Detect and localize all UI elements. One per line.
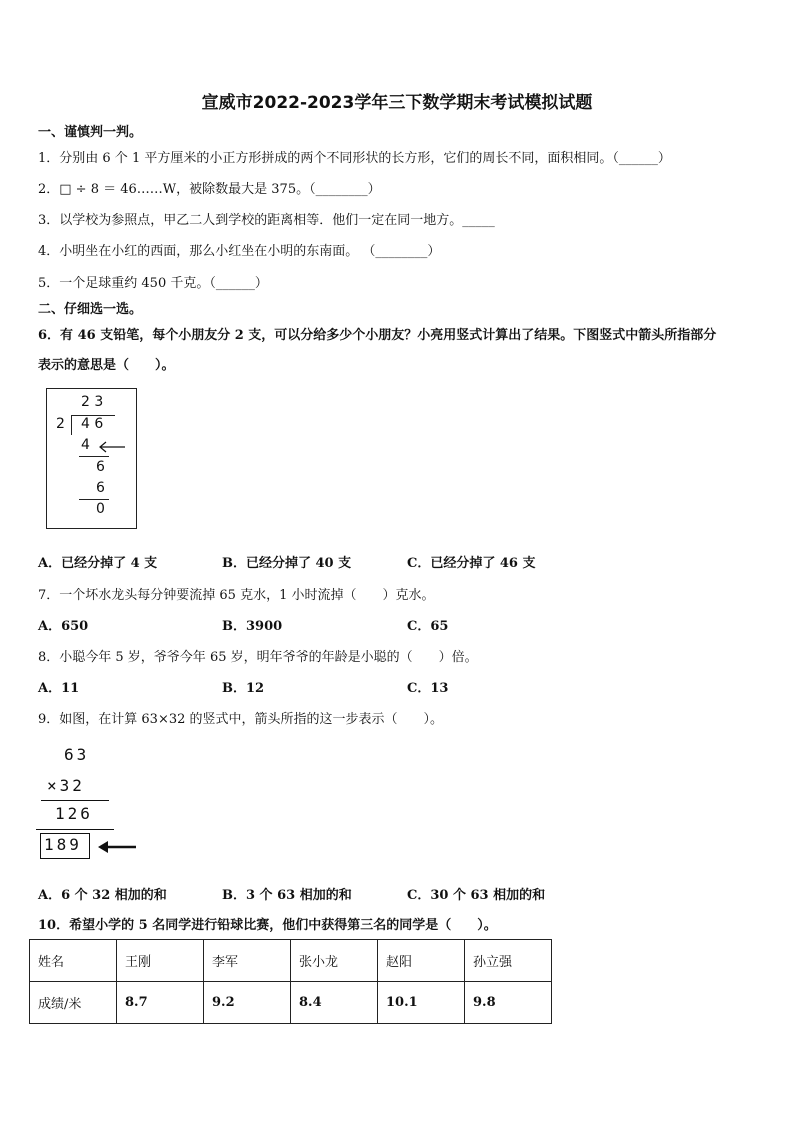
question-7: 7．一个坏水龙头每分钟要流掉 65 克水，1 小时流掉（ ）克水。	[38, 588, 435, 603]
section-heading-judge: 一、谨慎判一判。	[38, 125, 143, 140]
question-6-line2: 表示的意思是（ ）。	[38, 358, 175, 373]
question-1: 1．分别由 6 个 1 平方厘米的小正方形拼成的两个不同形状的长方形，它们的周长不同，面积相同。（______）	[38, 151, 671, 166]
division-final: 0	[96, 501, 105, 517]
mult-rule-1	[41, 800, 109, 801]
table-cell: 9.2	[204, 982, 291, 1024]
q6-option-a: A．已经分掉了 4 支	[38, 556, 158, 571]
division-dividend: 4 6	[81, 416, 104, 432]
question-3: 3．以学校为参照点，甲乙二人到学校的距离相等．他们一定在同一地方。_____	[38, 213, 495, 228]
question-10: 10．希望小学的 5 名同学进行铅球比赛，他们中获得第三名的同学是（ ）。	[38, 918, 497, 933]
q9-option-a: A．6 个 32 相加的和	[38, 888, 167, 903]
table-cell: 8.7	[117, 982, 204, 1024]
q7-option-b: B．3900	[222, 619, 283, 634]
question-4: 4．小明坐在小红的西面，那么小红坐在小明的东南面。 （________）	[38, 244, 441, 259]
table-row	[30, 982, 552, 1024]
mult-rule-2	[36, 829, 114, 830]
multiplication-figure	[34, 742, 154, 872]
table-cell: 王刚	[117, 940, 204, 982]
table-cell: 9.8	[465, 982, 552, 1024]
q8-option-a: A．11	[38, 681, 80, 696]
q8-option-b: B．12	[222, 681, 265, 696]
q7-option-c: C．65	[407, 619, 449, 634]
question-8: 8．小聪今年 5 岁，爷爷今年 65 岁，明年爷爷的年龄是小聪的（ ）倍。	[38, 650, 478, 665]
page-title: 宣威市2022-2023学年三下数学期末考试模拟试题	[201, 93, 593, 113]
arrow-left-icon	[98, 840, 138, 854]
long-division-figure	[46, 388, 137, 529]
q7-option-a: A．650	[38, 619, 89, 634]
division-bracket-side	[71, 415, 72, 435]
mult-partial1: 126	[55, 804, 93, 823]
table-cell: 孙立强	[465, 940, 552, 982]
table-cell: 成绩/米	[30, 982, 117, 1024]
q8-option-c: C．13	[407, 681, 449, 696]
table-cell: 张小龙	[291, 940, 378, 982]
table-cell: 李军	[204, 940, 291, 982]
table-cell: 赵阳	[378, 940, 465, 982]
division-rule-1	[79, 456, 109, 457]
division-step2: 6	[96, 480, 105, 496]
mult-top: 63	[64, 745, 90, 764]
division-rem1: 6	[96, 459, 105, 475]
arrow-left-icon	[97, 441, 127, 453]
q9-option-b: B．3 个 63 相加的和	[222, 888, 352, 903]
mult-second: ×32	[47, 776, 85, 795]
table-header-row	[30, 940, 552, 982]
q6-option-c: C．已经分掉了 46 支	[407, 556, 536, 571]
question-2: 2．□ ÷ 8 ＝ 46……W，被除数最大是 375。（________）	[38, 182, 381, 197]
section-heading-choose: 二、仔细选一选。	[38, 302, 143, 317]
division-divisor: 2	[56, 416, 65, 432]
mult-partial2: 189	[44, 835, 82, 854]
question-9: 9．如图，在计算 63×32 的竖式中，箭头所指的这一步表示（ ）。	[38, 712, 444, 727]
q6-option-b: B．已经分掉了 40 支	[222, 556, 352, 571]
division-step1: 4	[81, 437, 90, 453]
division-quotient: 2 3	[81, 394, 104, 410]
question-5: 5．一个足球重约 450 千克。（______）	[38, 276, 268, 291]
table-cell: 10.1	[378, 982, 465, 1024]
table-cell: 8.4	[291, 982, 378, 1024]
question-6-line1: 6．有 46 支铅笔，每个小朋友分 2 支，可以分给多少个小朋友？小亮用竖式计算出了结果。下图竖式中箭头所指部分	[38, 328, 717, 343]
score-table	[29, 939, 552, 1024]
q9-option-c: C．30 个 63 相加的和	[407, 888, 546, 903]
division-rule-2	[79, 499, 109, 500]
table-cell: 姓名	[30, 940, 117, 982]
